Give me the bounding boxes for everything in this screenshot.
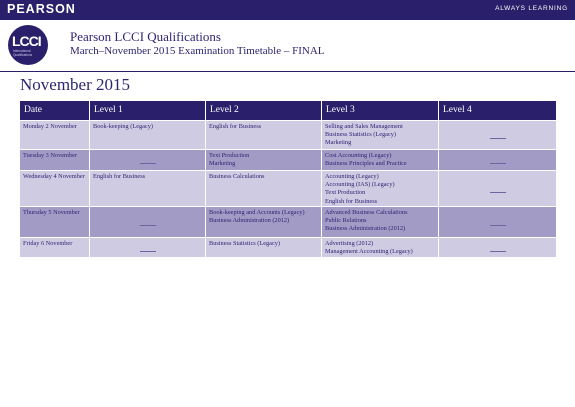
exam-subject: English for Business (93, 173, 146, 180)
column-header: Date (20, 101, 89, 120)
exam-subject: Business Calculations (209, 173, 265, 180)
exam-subject: English for Business (209, 123, 262, 130)
exam-cell (439, 238, 556, 257)
lcci-logo-text: LCCI (12, 33, 41, 49)
no-exam-dash (490, 225, 506, 226)
exam-subject: Book-keeping (Legacy) (93, 123, 153, 130)
exam-cell (90, 171, 205, 206)
exam-subject: Business Principles and Practice (325, 160, 407, 168)
date-cell (20, 171, 89, 206)
date-cell (20, 238, 89, 257)
document-subtitle: March–November 2015 Examination Timetable – FINAL (70, 45, 325, 57)
no-exam-dash (140, 251, 156, 252)
exam-cell (206, 121, 321, 149)
date-text: Monday 2 November (23, 123, 77, 130)
top-bar (0, 0, 575, 20)
date-text: Friday 6 November (23, 240, 73, 247)
date-text: Thursday 5 November (23, 209, 80, 216)
header-divider (0, 71, 575, 72)
exam-cell (439, 121, 556, 149)
exam-cell (322, 207, 438, 237)
exam-subject: Text Production (209, 152, 250, 159)
document-title: Pearson LCCI Qualifications (70, 29, 221, 44)
exam-subject: Management Accounting (Legacy) (325, 248, 413, 256)
exam-cell (90, 121, 205, 149)
exam-cell (90, 150, 205, 170)
lcci-logo (8, 25, 48, 65)
exam-cell (439, 207, 556, 237)
exam-subject: Book-keeping and Accounts (Legacy) (209, 209, 305, 216)
column-header: Level 1 (90, 101, 205, 120)
date-cell (20, 121, 89, 149)
exam-subject: Accounting (Legacy) (325, 173, 379, 180)
exam-subject: Public Relations (325, 217, 367, 225)
exam-subject: Advanced Business Calculations (325, 209, 408, 216)
no-exam-dash (490, 251, 506, 252)
exam-cell (322, 121, 438, 149)
date-cell (20, 207, 89, 237)
exam-subject: Business Administration (2012) (209, 217, 290, 225)
exam-subject: Accounting (IAS) (Legacy) (325, 181, 395, 189)
exam-cell (322, 171, 438, 206)
exam-cell (439, 150, 556, 170)
column-header: Level 4 (439, 101, 556, 120)
date-cell (20, 150, 89, 170)
no-exam-dash (490, 138, 506, 139)
no-exam-dash (490, 192, 506, 193)
exam-subject: Advertising (2012) (325, 240, 374, 247)
exam-cell (206, 238, 321, 257)
no-exam-dash (140, 163, 156, 164)
exam-cell (206, 150, 321, 170)
exam-subject: Marketing (325, 139, 352, 147)
exam-subject: English for Business (325, 197, 378, 205)
column-header: Level 2 (206, 101, 321, 120)
no-exam-dash (140, 225, 156, 226)
exam-cell (322, 238, 438, 257)
date-text: Tuesday 3 November (23, 152, 77, 159)
date-text: Wednesday 4 November (23, 173, 85, 180)
pearson-logo: PEARSON (7, 2, 76, 16)
lcci-logo-subtext: International Qualifications (13, 49, 33, 57)
month-heading: November 2015 (20, 75, 131, 94)
exam-cell (322, 150, 438, 170)
exam-subject: Text Production (325, 189, 366, 197)
exam-subject: Selling and Sales Management (325, 123, 403, 130)
exam-cell (90, 207, 205, 237)
exam-subject: Business Administration (2012) (325, 225, 406, 233)
exam-cell (439, 171, 556, 206)
exam-cell (206, 207, 321, 237)
exam-subject: Cost Accounting (Legacy) (325, 152, 392, 159)
tagline: ALWAYS LEARNING (495, 5, 568, 12)
column-header: Level 3 (322, 101, 438, 120)
exam-subject: Business Statistics (Legacy) (325, 131, 397, 139)
exam-subject: Marketing (209, 160, 236, 168)
exam-cell (206, 171, 321, 206)
exam-subject: Business Statistics (Legacy) (209, 240, 281, 247)
no-exam-dash (490, 163, 506, 164)
exam-cell (90, 238, 205, 257)
